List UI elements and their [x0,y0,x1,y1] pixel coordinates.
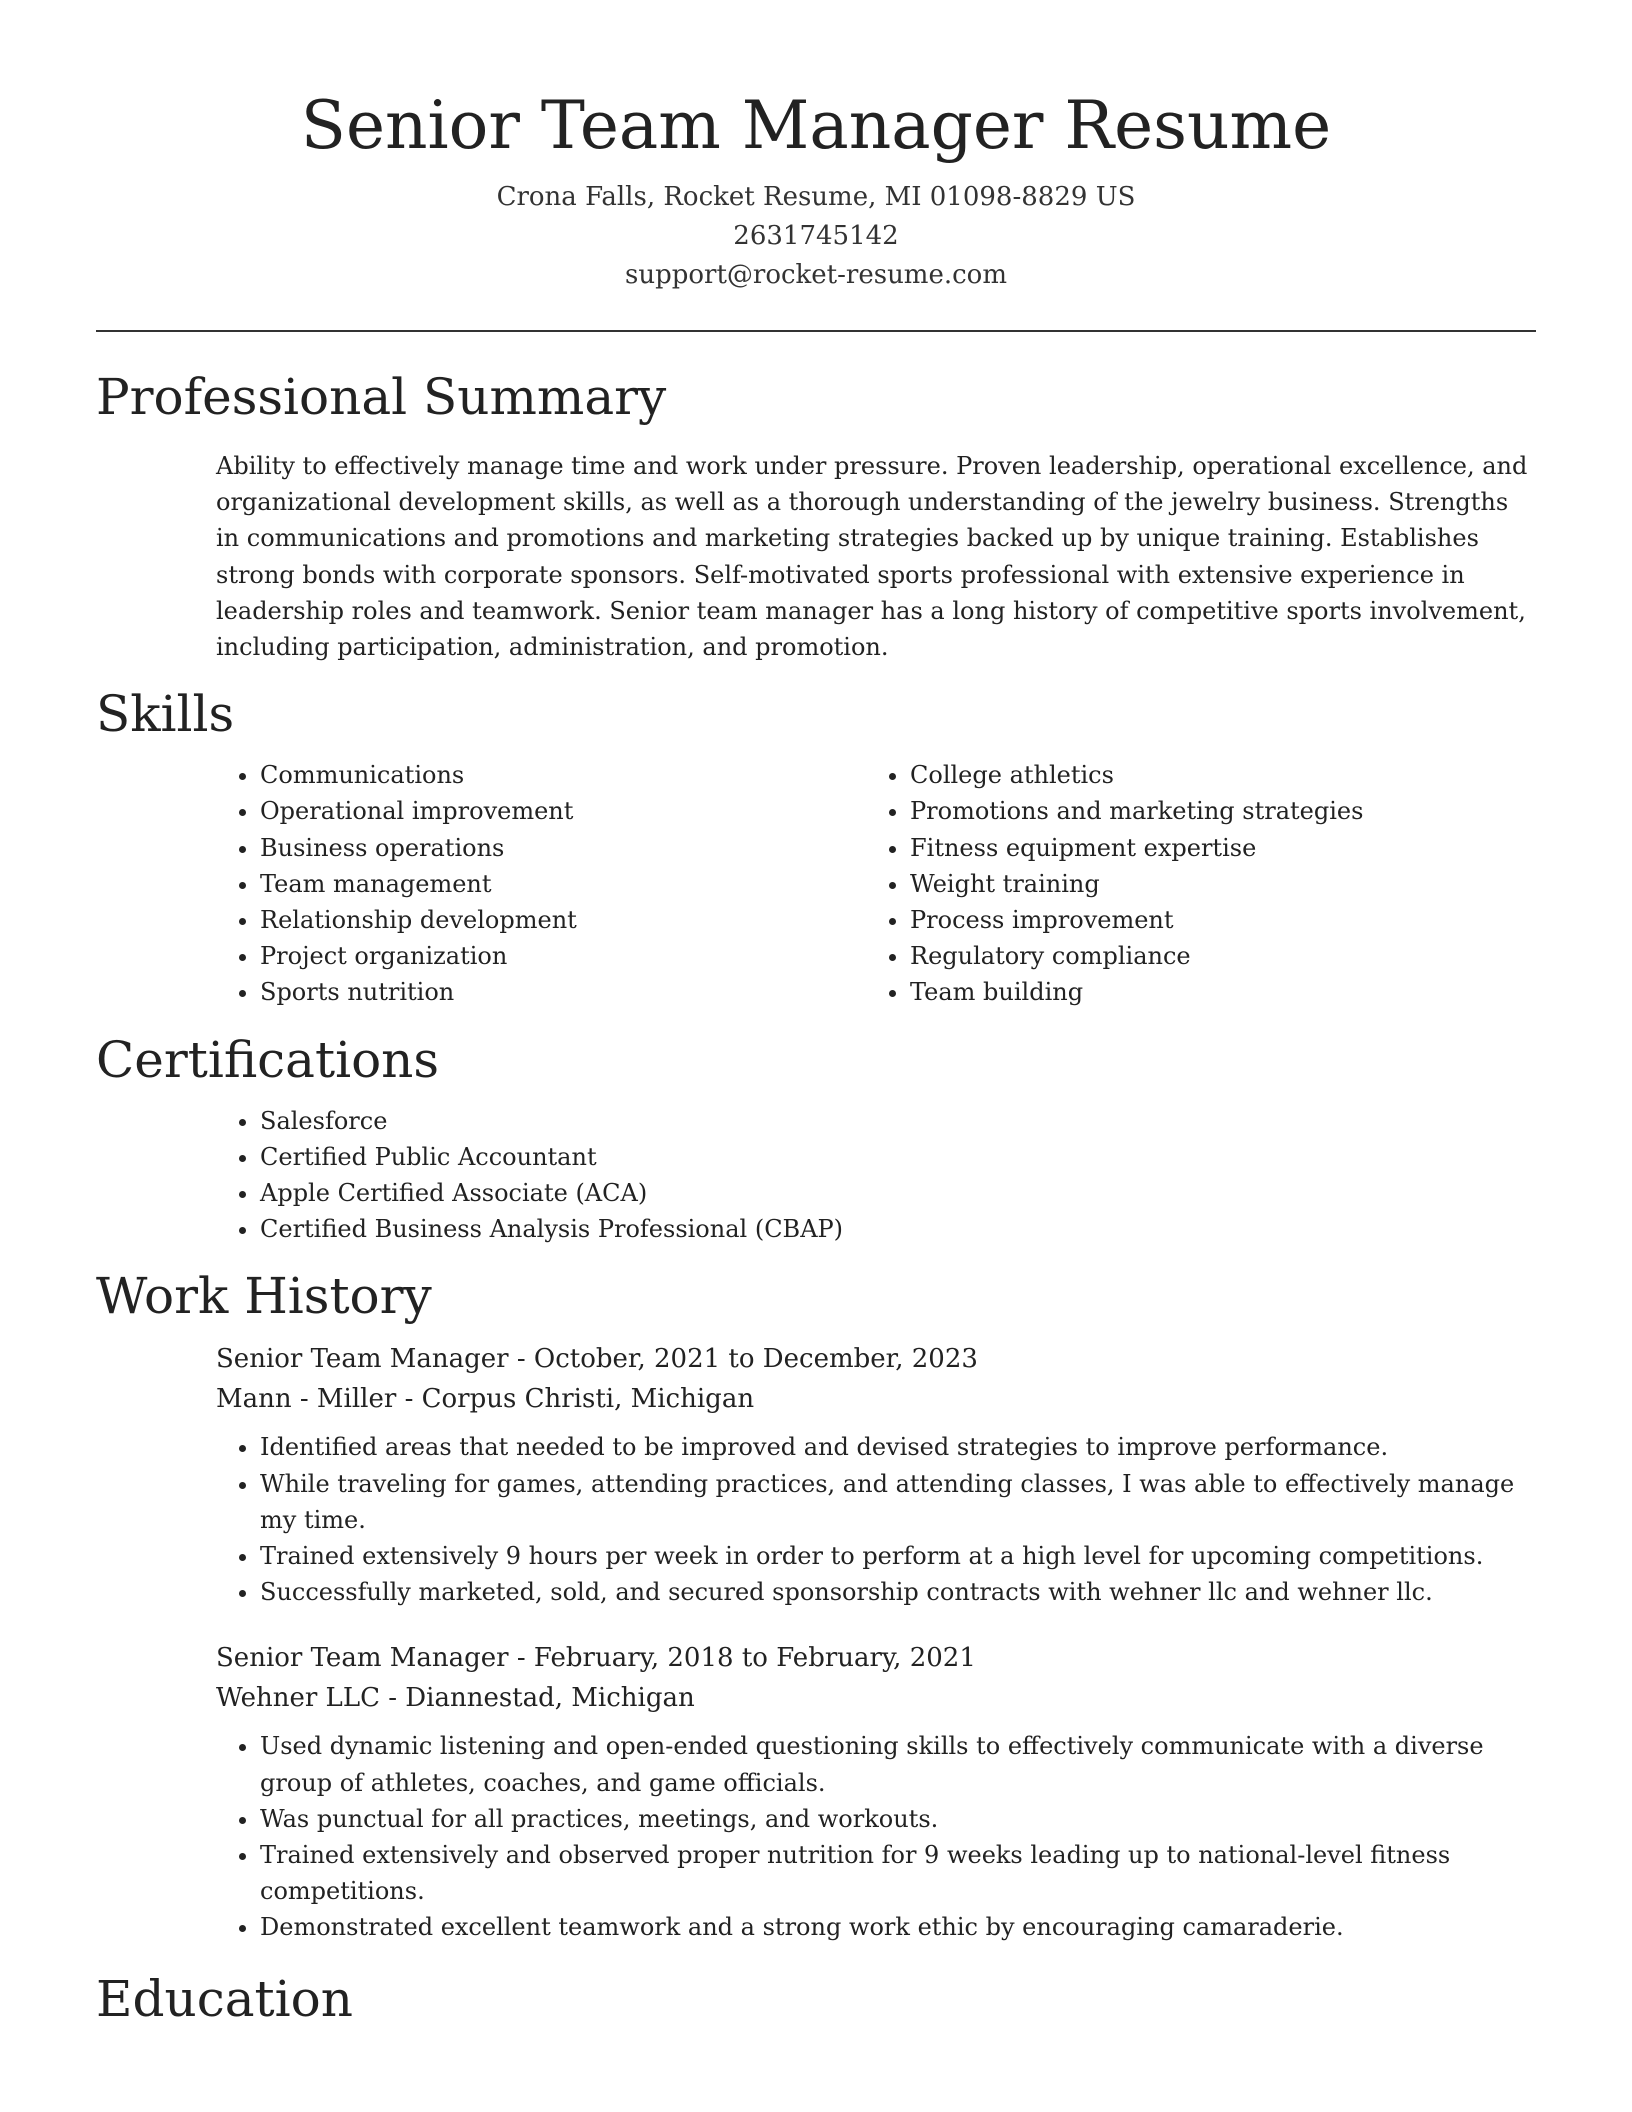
contact-block [96,178,1536,295]
certification-item: • Salesforce [260,1103,1536,1139]
job-duty: • Identified areas that needed to be improved and devised strategies to improve performance. [260,1429,1536,1465]
skills-column-left [216,757,866,1010]
skill-item: • Process improvement [910,902,1516,938]
job-duty: • Used dynamic listening and open-ended questioning skills to effectively communicate with a diverse group of athletes, coaches, and game officials. [260,1728,1536,1800]
job-entry [216,1638,1536,1945]
certifications-section [96,1029,1536,1248]
job-title-dates: Senior Team Manager - October, 2021 to December, 2023 [216,1344,978,1375]
job-duty: • Trained extensively and observed proper nutrition for 9 weeks leading up to national-level fitness competitions. [260,1837,1536,1909]
job-company-location: Wehner LLC - Diannestad, Michigan [216,1683,695,1714]
skill-item: • Team management [260,866,866,902]
job-duty: • Successfully marketed, sold, and secured sponsorship contracts with wehner llc and wehner llc. [260,1574,1536,1610]
job-duty: • Demonstrated excellent teamwork and a strong work ethic by encouraging camaraderie. [260,1909,1536,1945]
skill-item: • College athletics [910,757,1516,793]
job-company-location: Mann - Miller - Corpus Christi, Michigan [216,1384,755,1415]
job-duties-list [216,1728,1536,1945]
summary-section [96,366,1536,665]
work-history-heading: Work History [96,1267,432,1326]
document-title: Senior Team Manager Resume [300,87,1332,164]
contact-email: support@rocket-resume.com [624,260,1007,290]
skill-item: • Promotions and marketing strategies [910,793,1516,829]
skill-item: • Relationship development [260,902,866,938]
job-duty: • While traveling for games, attending practices, and attending classes, I was able to effectively manage my time. [260,1466,1536,1538]
job-entry [216,1339,1536,1610]
skill-item: • Operational improvement [260,793,866,829]
summary-text: Ability to effectively manage time and work under pressure. Proven leadership, operational excellence, and organizational development skills, as well as a thorough understanding of the jewelry business. Strengths in communications and promotions and marketing strategies backed up by unique training. Establishes strong bonds with corporate sponsors. Self-motivated sports professional with extensive experience in leadership roles and teamwork. Senior team manager has a long history of competitive sports involvement, including participation, administration, and promotion. [216,452,1528,662]
job-title-dates: Senior Team Manager - February, 2018 to February, 2021 [216,1643,976,1674]
education-section [96,1968,1536,2030]
resume-header [96,0,1536,295]
work-history-section [96,1265,1536,1945]
certification-item: • Certified Public Accountant [260,1139,1536,1175]
skill-item: • Project organization [260,938,866,974]
job-duties-list [216,1429,1536,1610]
skill-item: • Team building [910,974,1516,1010]
certifications-heading: Certifications [96,1030,440,1089]
skill-item: • Fitness equipment expertise [910,830,1516,866]
header-divider [96,330,1536,332]
job-duty: • Trained extensively 9 hours per week in order to perform at a high level for upcoming competitions. [260,1538,1536,1574]
skill-item: • Regulatory compliance [910,938,1516,974]
certification-item: • Apple Certified Associate (ACA) [260,1175,1536,1211]
certifications-list [216,1103,1536,1248]
education-heading: Education [96,1969,353,2028]
skills-grid [96,757,1536,1010]
job-duty: • Was punctual for all practices, meetings, and workouts. [260,1801,1536,1837]
skill-item: • Business operations [260,830,866,866]
contact-phone: 2631745142 [733,221,899,251]
skills-heading: Skills [96,685,235,744]
skills-column-right [866,757,1516,1010]
skill-item: • Communications [260,757,866,793]
summary-heading: Professional Summary [96,368,667,426]
skill-item: • Weight training [910,866,1516,902]
skill-item: • Sports nutrition [260,974,866,1010]
certification-item: • Certified Business Analysis Professional (CBAP) [260,1211,1536,1247]
skills-section [96,683,1536,1010]
contact-address: Crona Falls, Rocket Resume, MI 01098-8829 US [496,182,1136,212]
